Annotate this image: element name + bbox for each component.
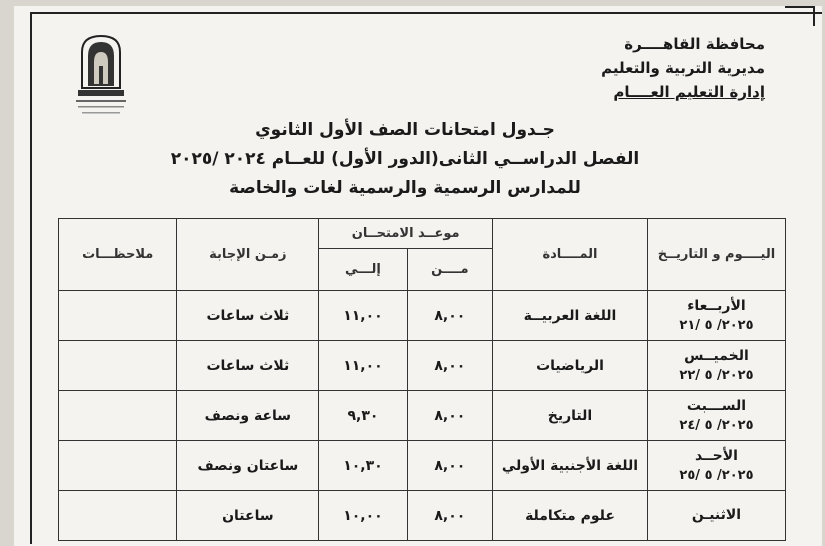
notes-cell	[59, 341, 177, 391]
subject-cell: اللغة الأجنبية الأولي	[493, 441, 648, 491]
directorate-label: مديرية التربية والتعليم	[601, 59, 765, 77]
header-from: مــــن	[407, 249, 492, 291]
notes-cell	[59, 491, 177, 541]
table-row	[59, 391, 786, 441]
title-line-3: للمدارس الرسمية والرسمية لغات والخاصة	[229, 178, 581, 198]
table-row	[59, 341, 786, 391]
document-titles	[140, 116, 670, 203]
notes-cell	[59, 441, 177, 491]
day-cell	[647, 491, 785, 541]
exam-schedule-table	[58, 218, 786, 541]
from-cell: ٨,٠٠	[407, 491, 492, 541]
to-cell: ١٠,٠٠	[319, 491, 407, 541]
day-name: الاثنيـن	[691, 507, 742, 523]
from-cell: ٨,٠٠	[407, 391, 492, 441]
governorate-label: محافظة القاهــــرة	[624, 35, 765, 53]
to-cell: ٩,٣٠	[319, 391, 407, 441]
administration-label: إدارة التعليم العــــام	[613, 83, 765, 101]
subject-cell: علوم متكاملة	[493, 491, 648, 541]
corner-mark	[785, 6, 815, 26]
from-cell: ٨,٠٠	[407, 441, 492, 491]
to-cell: ١١,٠٠	[319, 341, 407, 391]
day-cell	[647, 341, 785, 391]
day-name: الســـبت	[686, 397, 747, 414]
day-date: ٢٠٢٥/ ٥ /٢٤	[679, 417, 754, 433]
table-row	[59, 491, 786, 541]
day-cell	[647, 291, 785, 341]
header-subject: المــــادة	[493, 219, 648, 291]
title-line-1: جـدول امتحانات الصف الأول الثانوي	[255, 120, 555, 140]
subject-cell: الرياضيات	[493, 341, 648, 391]
notes-cell	[59, 391, 177, 441]
day-name: الخميــس	[684, 347, 749, 364]
duration-cell: ساعتان	[177, 491, 319, 541]
subject-cell: التاريخ	[493, 391, 648, 441]
notes-cell	[59, 291, 177, 341]
table-row	[59, 291, 786, 341]
table-row	[59, 441, 786, 491]
day-date: ٢٠٢٥/ ٥ /٢٥	[679, 467, 754, 483]
duration-cell: ثلاث ساعات	[177, 341, 319, 391]
from-cell: ٨,٠٠	[407, 291, 492, 341]
header-duration: زمـن الإجابة	[177, 219, 319, 291]
day-name: الأحــد	[694, 447, 738, 464]
duration-cell: ساعة ونصف	[177, 391, 319, 441]
subject-cell: اللغة العربيــة	[493, 291, 648, 341]
header-block	[601, 32, 765, 104]
to-cell: ١١,٠٠	[319, 291, 407, 341]
header-exam-time: موعــد الامتحــان	[319, 219, 493, 249]
duration-cell: ساعتان ونصف	[177, 441, 319, 491]
header-day: اليــــوم و التاريــخ	[647, 219, 785, 291]
title-line-2: الفصل الدراســي الثانى(الدور الأول) للعــام ٢٠٢٤ /٢٠٢٥	[170, 149, 640, 169]
from-cell: ٨,٠٠	[407, 341, 492, 391]
day-cell	[647, 391, 785, 441]
day-name: الأربــعاء	[687, 297, 746, 314]
day-date: ٢٠٢٥/ ٥ /٢١	[679, 317, 754, 333]
day-date: ٢٠٢٥/ ٥ /٢٢	[679, 367, 754, 383]
ministry-logo-icon	[72, 30, 130, 122]
day-cell	[647, 441, 785, 491]
to-cell: ١٠,٣٠	[319, 441, 407, 491]
duration-cell: ثلاث ساعات	[177, 291, 319, 341]
header-to: إلـــي	[319, 249, 407, 291]
header-notes: ملاحظـــات	[59, 219, 177, 291]
